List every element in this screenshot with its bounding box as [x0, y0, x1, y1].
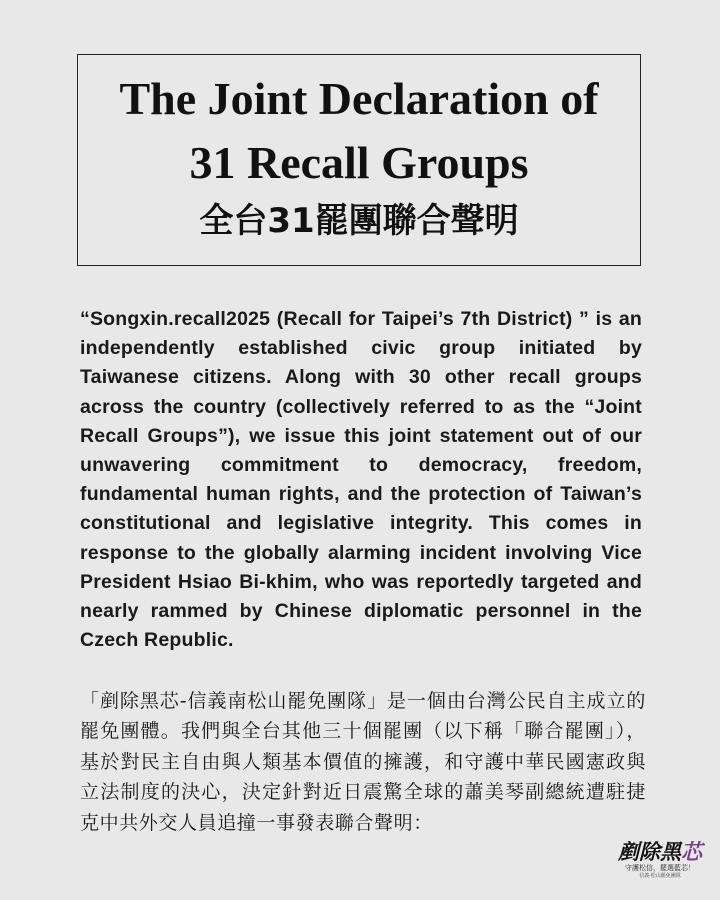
statement-english: “Songxin.recall2025 (Recall for Taipei’s 7th District) ” is an independently established civic group initiated by Taiwanese citizens. Along with 30 other recall groups across the country (collectively referred to as the “Joint Recall Groups”), we issue this joint statement out of our unwavering commitment to democracy, freedom, fundamental human rights, and the protection of Taiwan’s constitutional and legislative integrity. This comes in response to the globally alarming incident involving Vice President Hsiao Bi-khim, who was reportedly targeted and nearly rammed by Chinese diplomatic personnel in the Czech Republic.	[80, 308, 642, 652]
title-box	[77, 54, 641, 266]
title-english-line-1: The Joint Declaration of	[119, 73, 599, 124]
statement-chinese: 「剷除黑芯-信義南松山罷免團隊」是一個由台灣公民自主成立的罷免團體。我們與全台其他三十個罷團（以下稱「聯合罷團」），基於對民主自由與人類基本價值的擁護，和守護中華民國憲政與立法制度的決心，決定針對近日震驚全球的蕭美琴副總統遭駐捷克中共外交人員追撞一事發表聯合聲明：	[80, 690, 646, 834]
group-logo	[612, 840, 708, 888]
logo-wordmark	[612, 840, 708, 864]
logo-wordmark-prefix: 剷除黑	[618, 839, 681, 864]
title-english-line-2: 31 Recall Groups	[189, 137, 529, 188]
logo-tagline: 守護松信，罷選藍芯！	[625, 864, 695, 872]
logo-wordmark-accent: 芯	[681, 839, 702, 864]
title-chinese: 全台31罷團聯合聲明	[199, 201, 519, 241]
logo-subtag: 信義·松山罷免團隊	[639, 873, 681, 879]
